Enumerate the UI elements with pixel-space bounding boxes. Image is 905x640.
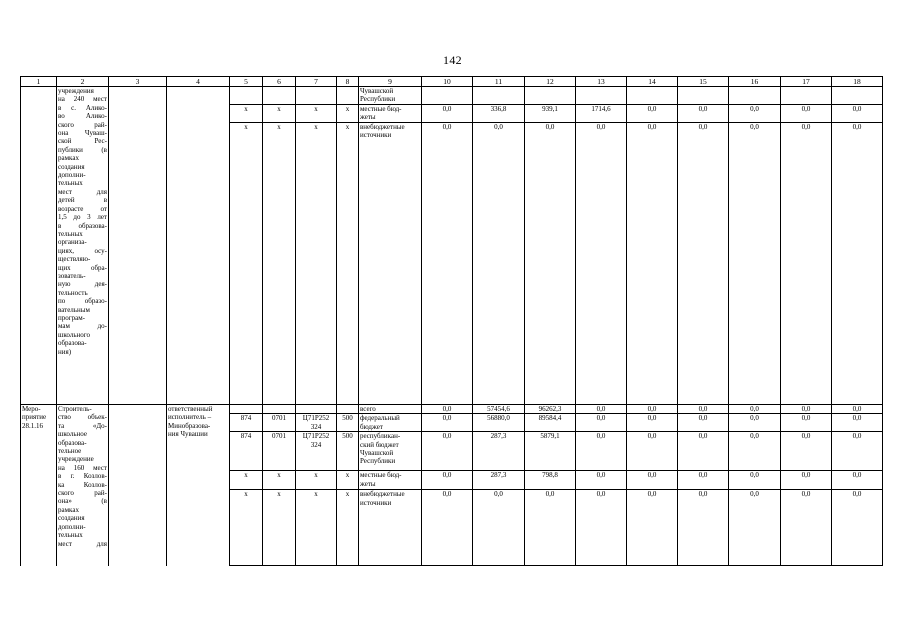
description-line: создания xyxy=(58,514,85,523)
value-cell: 0,0 xyxy=(678,490,729,566)
description-line: програм- xyxy=(58,313,85,322)
value-cell: 0,0 xyxy=(576,123,627,405)
description-line: тельных xyxy=(58,531,83,540)
description-line: ского рай- xyxy=(58,489,107,498)
description-line: 1,5 до 3 лет xyxy=(58,213,107,222)
value-cell: 0,0 xyxy=(576,490,627,566)
description-line: мест для xyxy=(58,187,107,196)
value-cell xyxy=(729,87,781,105)
value-cell: 0,0 xyxy=(576,471,627,490)
description-line: зователь- xyxy=(58,271,86,280)
value-cell: 798,8 xyxy=(525,471,576,490)
description-line: создания xyxy=(58,162,85,171)
description-line: детей в xyxy=(58,196,107,205)
description-line: щих обра- xyxy=(58,263,107,272)
code-c8: 500 xyxy=(337,432,359,471)
value-cell: 0,0 xyxy=(781,471,832,490)
funding-source: внебюджетные источники xyxy=(359,490,422,566)
code-c6: 0701 xyxy=(263,414,296,432)
description-line: рамках xyxy=(58,505,79,514)
code-c8: х xyxy=(337,123,359,405)
value-cell: 89584,4 xyxy=(525,414,576,432)
value-cell: 0,0 xyxy=(576,414,627,432)
value-cell: 0,0 xyxy=(627,471,678,490)
value-cell: 0,0 xyxy=(678,432,729,471)
description-line: тельность xyxy=(58,288,88,297)
description-line: ния) xyxy=(58,347,72,356)
value-cell: 0,0 xyxy=(422,414,473,432)
description-line: школьное xyxy=(58,430,87,439)
header-cell-3: 3 xyxy=(109,77,167,87)
description-line: она» (в xyxy=(58,497,107,506)
description-line: ского рай- xyxy=(58,120,107,129)
value-cell: 0,0 xyxy=(627,414,678,432)
description-line: циях, осу- xyxy=(58,246,107,255)
code-c8: х xyxy=(337,490,359,566)
value-cell: 0,0 xyxy=(781,405,832,414)
description-line: тельных xyxy=(58,179,83,188)
description-line: мам до- xyxy=(58,322,107,331)
header-row xyxy=(21,77,883,87)
description-line: рамках xyxy=(58,154,79,163)
value-cell: 0,0 xyxy=(729,471,781,490)
code-c7: х xyxy=(296,490,337,566)
header-cell-15: 15 xyxy=(678,77,729,87)
description-line: мест для xyxy=(58,539,107,548)
value-cell: 96262,3 xyxy=(525,405,576,414)
description-line: дополни- xyxy=(58,171,86,180)
header-cell-17: 17 xyxy=(781,77,832,87)
value-cell: 5879,1 xyxy=(525,432,576,471)
description-line: образова- xyxy=(58,438,87,447)
description-line: организа- xyxy=(58,238,87,247)
participant-cell xyxy=(109,87,167,405)
measure-number-line: приятие xyxy=(22,413,47,422)
value-cell: 0,0 xyxy=(729,405,781,414)
code-c5: 874 xyxy=(230,414,263,432)
description-line: возрасте от xyxy=(58,204,107,213)
code-c5: х xyxy=(230,490,263,566)
value-cell: 0,0 xyxy=(832,432,883,471)
value-cell: 0,0 xyxy=(729,123,781,405)
value-cell: 0,0 xyxy=(781,123,832,405)
value-cell: 0,0 xyxy=(422,123,473,405)
description-line: ка Козлов- xyxy=(58,480,107,489)
table-body xyxy=(21,77,883,566)
description-line: дополни- xyxy=(58,522,86,531)
value-cell: 0,0 xyxy=(832,490,883,566)
header-cell-9: 9 xyxy=(359,77,422,87)
value-cell: 0,0 xyxy=(473,490,525,566)
value-cell xyxy=(576,87,627,105)
measure-cell xyxy=(21,87,57,405)
value-cell: 287,3 xyxy=(473,471,525,490)
value-cell: 0,0 xyxy=(627,123,678,405)
table-row xyxy=(21,87,883,105)
value-cell: 0,0 xyxy=(678,405,729,414)
value-cell: 0,0 xyxy=(473,123,525,405)
page-number: 142 xyxy=(443,53,462,67)
value-cell: 57454,6 xyxy=(473,405,525,414)
code-c6 xyxy=(263,405,296,414)
description-line: ществляю- xyxy=(58,255,91,264)
value-cell: 0,0 xyxy=(422,490,473,566)
code-c5 xyxy=(230,87,263,105)
value-cell: 0,0 xyxy=(525,490,576,566)
value-cell: 336,8 xyxy=(473,105,525,123)
value-cell: 0,0 xyxy=(729,490,781,566)
code-c8: 500 xyxy=(337,414,359,432)
measure-description xyxy=(57,405,109,566)
header-cell-18: 18 xyxy=(832,77,883,87)
value-cell: 0,0 xyxy=(729,432,781,471)
value-cell xyxy=(525,87,576,105)
participant-cell xyxy=(109,405,167,566)
value-cell xyxy=(627,87,678,105)
table-row xyxy=(21,405,883,414)
funding-source: республикан- ский бюджет Чувашской Республики xyxy=(359,432,422,471)
value-cell: 0,0 xyxy=(422,471,473,490)
measure-number-line: Меро- xyxy=(22,405,41,413)
header-cell-2: 2 xyxy=(57,77,109,87)
value-cell: 0,0 xyxy=(678,123,729,405)
header-cell-13: 13 xyxy=(576,77,627,87)
value-cell: 0,0 xyxy=(576,432,627,471)
header-cell-10: 10 xyxy=(422,77,473,87)
funding-source: местные бюд- жеты xyxy=(359,471,422,490)
description-line: школьного xyxy=(58,330,90,339)
value-cell: 0,0 xyxy=(678,414,729,432)
value-cell: 0,0 xyxy=(832,123,883,405)
code-c7 xyxy=(296,405,337,414)
description-line: по образо- xyxy=(58,297,107,306)
value-cell: 0,0 xyxy=(576,405,627,414)
description-line: образова- xyxy=(58,339,87,348)
header-cell-4: 4 xyxy=(167,77,230,87)
header-cell-1: 1 xyxy=(21,77,57,87)
value-cell: 0,0 xyxy=(627,105,678,123)
budget-table xyxy=(20,76,883,566)
value-cell: 0,0 xyxy=(422,105,473,123)
value-cell xyxy=(832,87,883,105)
value-cell: 0,0 xyxy=(627,490,678,566)
description-line: в г. Козлов- xyxy=(58,472,107,481)
description-line: тельных xyxy=(58,229,83,238)
code-c8: х xyxy=(337,471,359,490)
code-c7: х xyxy=(296,471,337,490)
value-cell: 0,0 xyxy=(832,471,883,490)
description-line: тельное xyxy=(58,447,82,456)
funding-source: всего xyxy=(359,405,422,414)
measure-description xyxy=(57,87,109,405)
value-cell: 0,0 xyxy=(627,405,678,414)
description-line: вательным xyxy=(58,305,90,314)
code-c8: х xyxy=(337,105,359,123)
description-line: учреждения xyxy=(58,87,94,95)
header-cell-6: 6 xyxy=(263,77,296,87)
executor-cell: ответственный исполнитель – Минобразова- ния Чувашии xyxy=(167,405,230,566)
code-c5 xyxy=(230,405,263,414)
value-cell: 0,0 xyxy=(627,432,678,471)
value-cell: 0,0 xyxy=(832,405,883,414)
description-line: учреждение xyxy=(58,455,94,464)
code-c6 xyxy=(263,87,296,105)
code-c8 xyxy=(337,87,359,105)
description-line: на 240 мест xyxy=(58,95,107,104)
measure-number-line: 28.1.16 xyxy=(22,421,43,430)
header-cell-14: 14 xyxy=(627,77,678,87)
code-c5: х xyxy=(230,471,263,490)
funding-source: федеральный бюджет xyxy=(359,414,422,432)
measure-number xyxy=(21,405,57,566)
code-c7: х xyxy=(296,123,337,405)
code-c5: х xyxy=(230,123,263,405)
value-cell: 0,0 xyxy=(781,432,832,471)
value-cell: 0,0 xyxy=(729,414,781,432)
value-cell: 939,1 xyxy=(525,105,576,123)
header-cell-11: 11 xyxy=(473,77,525,87)
description-line: ство объек- xyxy=(58,413,107,422)
value-cell: 0,0 xyxy=(678,471,729,490)
executor-cell xyxy=(167,87,230,405)
code-c6: 0701 xyxy=(263,432,296,471)
code-c6: х xyxy=(263,471,296,490)
value-cell: 0,0 xyxy=(525,123,576,405)
value-cell: 0,0 xyxy=(729,105,781,123)
code-c7: Ц71Р252 324 xyxy=(296,432,337,471)
value-cell xyxy=(422,87,473,105)
code-c7: Ц71Р252 324 xyxy=(296,414,337,432)
value-cell: 0,0 xyxy=(781,105,832,123)
description-line: на 160 мест xyxy=(58,463,107,472)
description-line: ную дея- xyxy=(58,280,107,289)
value-cell: 0,0 xyxy=(781,490,832,566)
value-cell: 0,0 xyxy=(422,432,473,471)
code-c5: х xyxy=(230,105,263,123)
funding-source: местные бюд- жеты xyxy=(359,105,422,123)
code-c7: х xyxy=(296,105,337,123)
code-c7 xyxy=(296,87,337,105)
funding-source: Чувашской Республики xyxy=(359,87,422,105)
description-line: та «До- xyxy=(58,421,107,430)
value-cell: 287,3 xyxy=(473,432,525,471)
code-c6: х xyxy=(263,490,296,566)
header-cell-8: 8 xyxy=(337,77,359,87)
description-line: Строитель- xyxy=(58,405,92,413)
description-line: в с. Алико- xyxy=(58,103,107,112)
code-c5: 874 xyxy=(230,432,263,471)
value-cell: 0,0 xyxy=(678,105,729,123)
value-cell xyxy=(678,87,729,105)
description-line: она Чуваш- xyxy=(58,129,107,138)
code-c6: х xyxy=(263,105,296,123)
value-cell: 1714,6 xyxy=(576,105,627,123)
value-cell: 0,0 xyxy=(781,414,832,432)
header-cell-5: 5 xyxy=(230,77,263,87)
header-cell-12: 12 xyxy=(525,77,576,87)
description-line: ской Рес- xyxy=(58,137,107,146)
value-cell: 0,0 xyxy=(832,105,883,123)
code-c8 xyxy=(337,405,359,414)
value-cell xyxy=(473,87,525,105)
value-cell: 0,0 xyxy=(832,414,883,432)
header-cell-16: 16 xyxy=(729,77,781,87)
code-c6: х xyxy=(263,123,296,405)
description-line: во Алико- xyxy=(58,112,107,121)
description-line: в образова- xyxy=(58,221,107,230)
value-cell: 0,0 xyxy=(422,405,473,414)
description-line: публики (в xyxy=(58,145,107,154)
value-cell: 56880,0 xyxy=(473,414,525,432)
value-cell xyxy=(781,87,832,105)
header-cell-7: 7 xyxy=(296,77,337,87)
funding-source: внебюджетные источники xyxy=(359,123,422,405)
